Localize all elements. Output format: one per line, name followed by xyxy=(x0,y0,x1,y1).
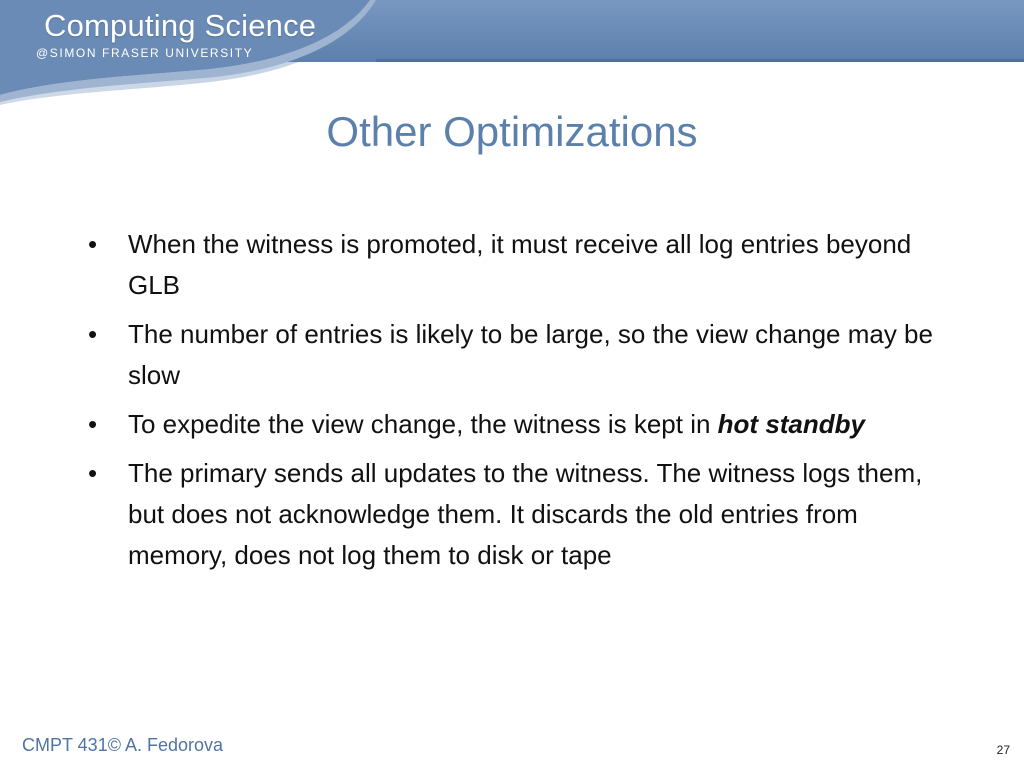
bullet-dot: • xyxy=(88,319,98,349)
bullet-item xyxy=(86,314,956,396)
bullet-dot: • xyxy=(88,229,98,259)
bullet-text: When the witness is promoted, it must receive all log entries beyond GLB xyxy=(128,229,912,300)
brand-subtitle: @SIMON FRASER UNIVERSITY xyxy=(36,46,254,60)
bullet-item xyxy=(86,453,956,576)
footer-credit: CMPT 431© A. Fedorova xyxy=(22,735,224,755)
bullet-item xyxy=(86,224,956,306)
bullet-dot: • xyxy=(88,458,98,488)
header-band xyxy=(0,0,1024,110)
bullet-text: The number of entries is likely to be large, so the view change may be slow xyxy=(128,319,933,390)
bullet-dot: • xyxy=(88,409,98,439)
bullet-list xyxy=(86,224,956,584)
slide-title: Other Optimizations xyxy=(326,108,698,155)
page-number: 27 xyxy=(996,743,1010,757)
bullet-text: To expedite the view change, the witness is kept in xyxy=(128,409,718,439)
bullet-item xyxy=(86,404,956,445)
bullet-emphasis: hot standby xyxy=(717,409,866,439)
brand-title: Computing Science xyxy=(44,8,317,43)
bullet-text: The primary sends all updates to the witness. The witness logs them, but does not acknowledge them. It discards the old entries from memory, does not log them to disk or tape xyxy=(128,458,923,570)
